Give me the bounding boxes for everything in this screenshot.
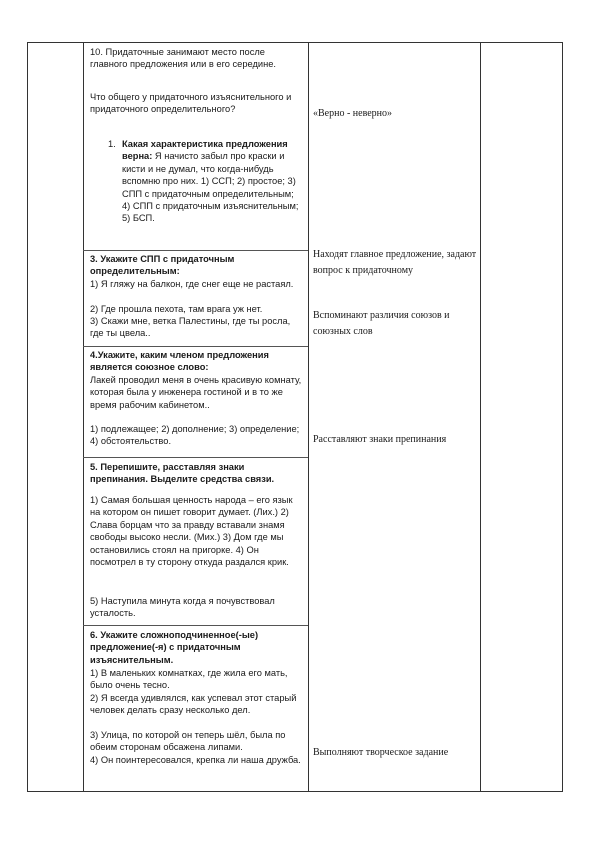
question-6-option: 1) В маленьких комнатках, где жила его мать, было очень тесно. [90, 668, 288, 691]
column-divider [480, 42, 481, 792]
question-1-text: Я начисто забыл про краски и кисти и не думал, что когда-нибудь вспомню про них. 1) ССП; 2) простое; 3) СПП с придаточным определительным; 4) СПП с придаточным изъяснительным; 5) БСП. [122, 151, 299, 224]
row-divider [83, 250, 308, 251]
question-4-title: 4.Укажите, каким членом предложения является союзное слово: [90, 350, 269, 373]
question-3-option: 3) Скажи мне, ветка Палестины, где ты росла, где ты цвела.. [90, 316, 291, 339]
activity-text: Расставляют знаки препинания [313, 434, 447, 445]
question-text: Что общего у придаточного изъяснительного и придаточного определительного? [90, 92, 292, 115]
question-3-option: 2) Где прошла пехота, там врага уж нет. [90, 304, 263, 314]
activity-text: Вспоминают различия союзов и союзных слов [313, 310, 450, 337]
question-4-options: 1) подлежащее; 2) дополнение; 3) определение; 4) обстоятельство. [90, 424, 300, 447]
activity-text: «Верно - неверно» [313, 108, 393, 119]
question-1-number: 1. [108, 139, 116, 149]
row-divider [83, 457, 308, 458]
activity-text: Находят главное предложение, задают вопрос к придаточному [313, 249, 477, 276]
row-divider [83, 346, 308, 347]
column-divider [83, 42, 84, 792]
question-5-text: 5) Наступила минута когда я почувствовал усталость. [90, 596, 275, 619]
item-10-text: 10. Придаточные занимают место после главного предложения или в его середине. [90, 47, 276, 70]
question-3-title: 3. Укажите СПП с придаточным определительным: [90, 254, 235, 277]
activity-text: Выполняют творческое задание [313, 747, 449, 758]
question-4-text: Лакей проводил меня в очень красивую комнату, которая была у инженера гостиной и в то же время рабочим кабинетом.. [90, 375, 302, 410]
column-divider [308, 42, 309, 792]
question-6-option: 2) Я всегда удивлялся, как успевал этот старый человек делать сразу несколько дел. [90, 693, 297, 716]
question-6-option: 4) Он поинтересовался, крепка ли наша дружба. [90, 755, 301, 765]
question-6-option: 3) Улица, по которой он теперь шёл, была по обеим сторонам обсажена липами. [90, 730, 286, 753]
question-5-text: 1) Самая большая ценность народа – его язык на котором он пишет говорит думает. (Лих.) 2) Слава борцам что за правду вставали знамя свободы высоко несли. (Мих.) 3) Дом где мы остановились стоял на пригорке. 4) Он посмотрел в ту сторону откуда раздался крик. [90, 495, 293, 568]
row-divider [83, 625, 308, 626]
question-3-option: 1) Я гляжу на балкон, где снег еще не растаял. [90, 279, 294, 289]
question-5-title: 5. Перепишите, расставляя знаки препинания. Выделите средства связи. [90, 462, 275, 485]
question-6-title: 6. Укажите сложноподчиненное(-ые) предложение(-я) с придаточным изъяснительным. [90, 630, 259, 665]
question-1-title: Какая характеристика предложения верна: [122, 139, 288, 162]
